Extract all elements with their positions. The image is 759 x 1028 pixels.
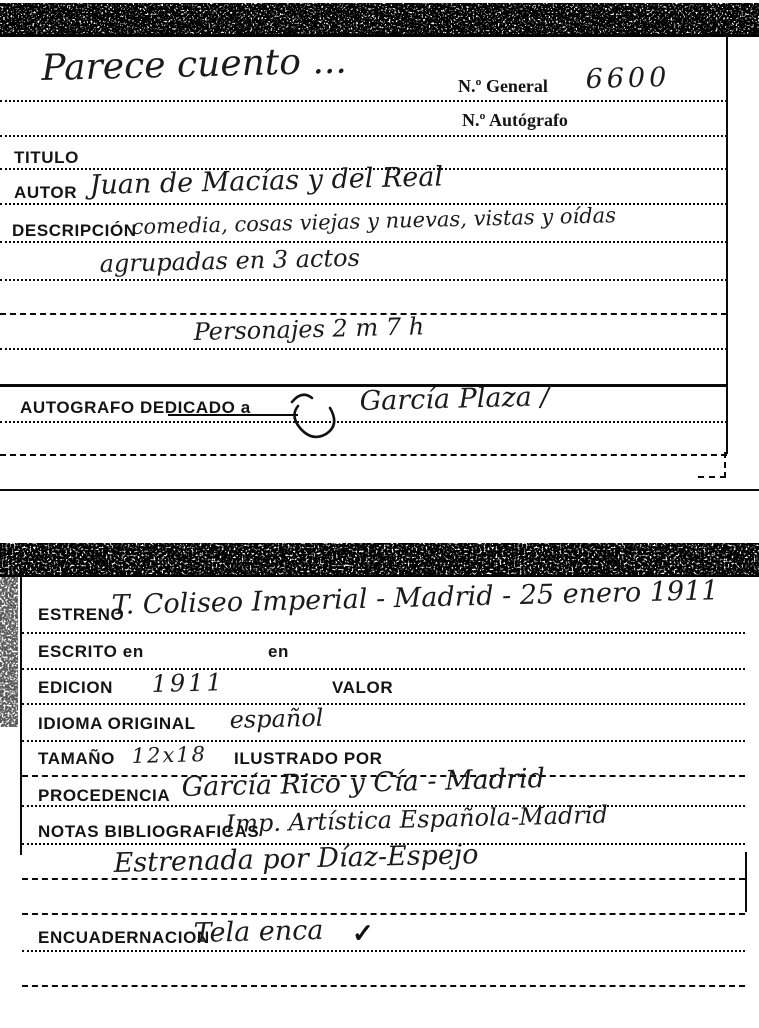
no-autografo-label: N.º Autógrafo: [462, 110, 568, 130]
valor-label: VALOR: [332, 678, 394, 697]
tamano-label: TAMAÑO: [38, 749, 115, 768]
procedencia-value: García Rico y Cía - Madrid: [181, 763, 546, 803]
noise-band-top: [0, 3, 759, 37]
card-right-border: [726, 34, 728, 454]
descripcion-line2: agrupadas en 3 actos: [99, 243, 361, 278]
rule-line: [22, 703, 745, 705]
card-corner-mark: [698, 452, 726, 478]
autor-label: AUTOR: [14, 183, 78, 202]
edicion-value: 1911: [151, 668, 226, 698]
ilustrado-por-label: ILUSTRADO POR: [234, 749, 383, 768]
autografo-dedicado-value: García Plaza /: [359, 381, 550, 417]
encuadernacion-value: Tela enca: [193, 914, 324, 949]
rule-line: [22, 740, 745, 742]
no-general-label: N.º General: [458, 76, 548, 96]
descripcion-line1: comedia, cosas viejas y nuevas, vistas y oídas: [131, 203, 617, 239]
titulo-label: TITULO: [14, 148, 79, 167]
escrito-en-label: ESCRITO en: [38, 642, 144, 661]
card-title-handwritten: Parece cuento ...: [40, 40, 348, 89]
edicion-label: EDICION: [38, 678, 114, 697]
signature-flourish-scribble: [288, 384, 362, 440]
rule-line: [22, 985, 745, 987]
estreno-value: T. Coliseo Imperial - Madrid - 25 enero 1911: [111, 575, 719, 621]
escrito-en2-label: en: [268, 642, 290, 661]
rule-line: [22, 913, 745, 915]
rule-line: [0, 279, 727, 281]
autor-value: Juan de Macías y del Real: [89, 161, 444, 201]
card-left-border: [20, 577, 22, 855]
rule-line: [0, 203, 727, 205]
check-mark: ✓: [352, 918, 374, 948]
idioma-original-value: español: [229, 703, 324, 734]
descripcion-label: DESCRIPCIÓN: [12, 221, 137, 240]
noise-strip-left-margin: [0, 577, 18, 727]
idioma-original-label: IDIOMA ORIGINAL: [38, 714, 196, 733]
rule-line: [22, 668, 745, 670]
notas-bibliograficas-label: NOTAS BIBLIOGRAFICAS: [38, 822, 260, 841]
rule-line: [0, 421, 727, 423]
rule-line: [0, 100, 727, 102]
tamano-value: 12x18: [131, 742, 208, 768]
rule-line: [0, 489, 759, 491]
rule-line: [0, 135, 727, 137]
rule-line: [22, 950, 745, 952]
card-right-border-segment: [745, 852, 747, 912]
rule-line: [0, 454, 727, 456]
procedencia-label: PROCEDENCIA: [38, 786, 171, 805]
encuadernacion-label: ENCUADERNACION: [38, 928, 210, 947]
rule-line: [0, 348, 727, 350]
no-general-value: 6600: [585, 61, 671, 95]
notas-bibliograficas-value: Imp. Artística Española-Madrid: [225, 800, 609, 838]
personajes-note: Personajes 2 m 7 h: [193, 312, 425, 346]
estreno-label: ESTRENO: [38, 605, 125, 624]
autografo-dedicado-label: AUTOGRAFO DEDICADO a: [20, 398, 251, 417]
rule-line: [0, 241, 727, 243]
noise-band-bottom: [0, 543, 759, 577]
rule-line: [22, 632, 745, 634]
notas-bibliograficas-line2: Estrenada por Díaz-Espejo: [113, 839, 479, 879]
